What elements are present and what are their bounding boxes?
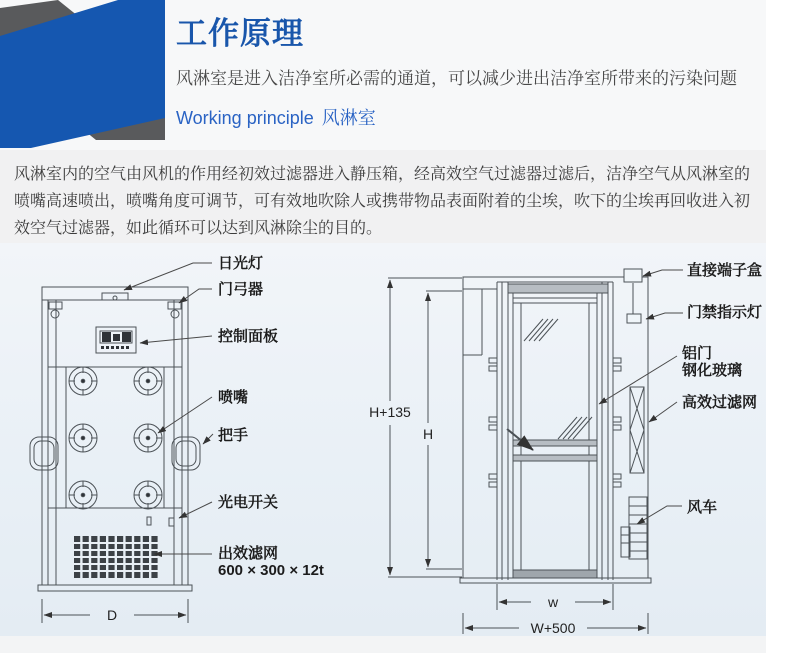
label-door-closer: 门弓器 <box>218 281 264 298</box>
nozzle-icons <box>69 367 162 509</box>
tagline-en: Working principle <box>176 108 314 128</box>
label-door-indicator: 门禁指示灯 <box>687 304 763 321</box>
page-subtitle: 风淋室是进入洁净室所必需的通道，可以减少进出洁净室所带来的污染问题 <box>176 69 737 88</box>
door-indicator-icon <box>627 314 641 323</box>
fan-icon <box>621 497 647 559</box>
terminal-box-icon <box>624 269 642 282</box>
front-view-drawing <box>30 263 213 623</box>
hepa-filter-icon <box>630 387 644 473</box>
label-photo-switch: 光电开关 <box>218 494 279 511</box>
dim-label-h: H <box>422 426 434 442</box>
label-hepa-filter: 高效过滤网 <box>682 394 758 411</box>
label-terminal-box: 直接端子盒 <box>687 262 763 279</box>
label-handle: 把手 <box>218 427 249 444</box>
tagline <box>176 104 737 130</box>
header-section <box>0 0 766 150</box>
page-title: 工作原理 <box>176 16 304 51</box>
header-text-block <box>176 8 737 130</box>
label-fan: 风车 <box>687 499 718 516</box>
dim-label-d: D <box>106 607 118 623</box>
dim-label-w: w <box>547 594 559 610</box>
label-outlet-filter-name: 出效滤网 <box>218 545 279 562</box>
label-nozzle: 喷嘴 <box>218 389 249 406</box>
label-control-panel: 控制面板 <box>218 328 279 345</box>
door-lintel <box>508 284 608 293</box>
label-tempered-glass: 钢化玻璃 <box>682 362 743 379</box>
bottom-strip <box>0 636 766 653</box>
photo-switch-icon <box>169 518 174 526</box>
photo-switch-icon <box>147 517 151 525</box>
technical-drawing <box>0 243 766 636</box>
glass-hatch <box>524 319 592 439</box>
door-closer-icon <box>49 302 181 318</box>
label-alu-door: 铝门 <box>682 345 713 362</box>
hinge-icons <box>489 358 621 487</box>
label-alu-door-glass <box>682 345 742 379</box>
intro-paragraph: 风淋室内的空气由风机的作用经初效过滤器进入静压箱，经高效空气过滤器过滤后，洁净空气从风淋室的喷嘴高速喷出，喷嘴角度可调节，可有效地吹除人或携带物品表面附着的尘埃，吹下的尘埃再回收进入初效空气过滤器，如此循环可以达到风淋除尘的目的。 <box>0 150 766 243</box>
diagram-section <box>0 243 766 636</box>
dim-label-w500: W+500 <box>530 620 576 636</box>
brand-ribbon-logo-icon <box>0 0 165 148</box>
label-lamp: 日光灯 <box>218 255 264 272</box>
label-outlet-filter <box>218 545 324 579</box>
control-panel-icon <box>96 327 136 353</box>
label-outlet-filter-size: 600 × 300 × 12t <box>218 562 324 579</box>
dim-label-h135: H+135 <box>369 404 411 420</box>
tagline-zh: 风淋室 <box>321 108 376 128</box>
side-view-drawing <box>388 269 683 634</box>
